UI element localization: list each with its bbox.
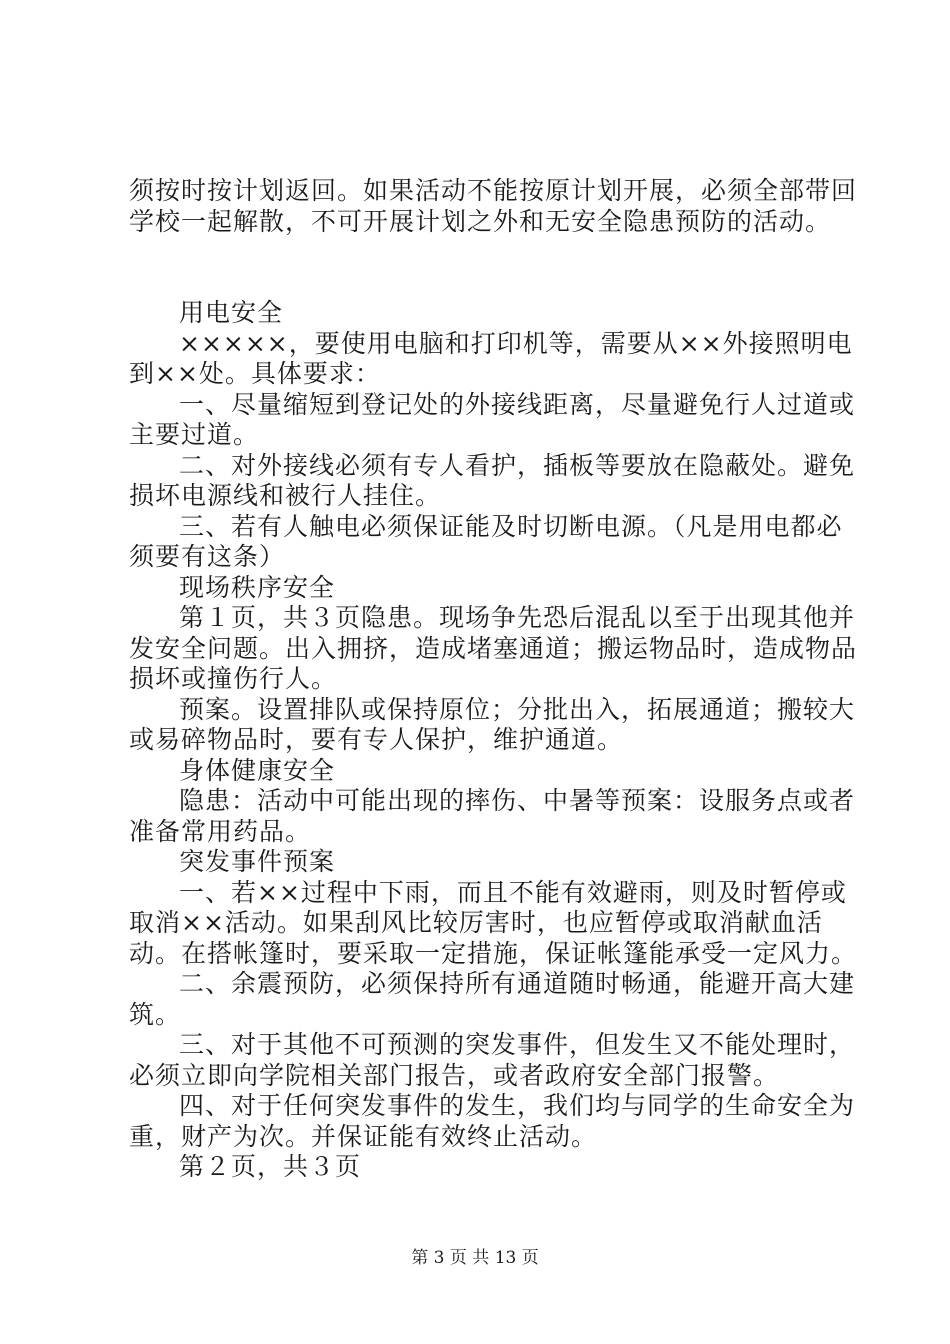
paragraph-emergency-item-4: 四、对于任何突发事件的发生，我们均与同学的生命安全为重，财产为次。并保证能有效终止活动。 <box>129 1091 856 1151</box>
paragraph-electric-intro: ×××××，要使用电脑和打印机等，需要从××外接照明电到××处。具体要求： <box>129 328 853 388</box>
paragraph-order-hazard: 第１页，共３页隐患。现场争先恐后混乱以至于出现其他并发安全问题。出入拥挤，造成堵塞通道；搬运物品时，造成物品损坏或撞伤行人。 <box>129 603 858 693</box>
paragraph-emergency-item-2: 二、余震预防，必须保持所有通道随时畅通，能避开高大建筑。 <box>129 969 856 1029</box>
paragraph-electric-item-1: 一、尽量缩短到登记处的外接线距离，尽量避免行人过道或主要过道。 <box>129 389 856 449</box>
document-body <box>129 176 859 1183</box>
section-heading-emergency-plan: 突发事件预案 <box>179 847 336 876</box>
paragraph-gap <box>129 237 859 298</box>
section-heading-health-safety: 身体健康安全 <box>179 755 336 785</box>
paragraph-electric-item-3: 三、若有人触电必须保证能及时切断电源。（凡是用电都必须要有这条） <box>129 511 843 571</box>
section-heading-order-safety: 现场秩序安全 <box>179 572 336 602</box>
paragraph-electric-item-2: 二、对外接线必须有专人看护，插板等要放在隐蔽处。避免损坏电源线和被行人挂住。 <box>129 450 856 510</box>
paragraph-health-hazard: 隐患：活动中可能出现的摔伤、中暑等预案：设服务点或者准备常用药品。 <box>129 786 856 846</box>
section-heading-electric-safety: 用电安全 <box>179 298 284 327</box>
paragraph-continued: 须按时按计划返回。如果活动不能按原计划开展，必须全部带回学校一起解散，不可开展计划之外和无安全隐患预防的活动。 <box>129 176 858 236</box>
page-footer: 第 3 页 共 13 页 <box>411 1248 539 1268</box>
inline-page-marker: 第２页，共３页 <box>179 1152 362 1181</box>
paragraph-order-plan: 预案。设置排队或保持原位；分批出入，拓展通道；搬较大或易碎物品时，要有专人保护，维护通道。 <box>129 694 856 754</box>
paragraph-emergency-item-1: 一、若××过程中下雨，而且不能有效避雨，则及时暂停或取消××活动。如果刮风比较厉害时，也应暂停或取消献血活动。在搭帐篷时，要采取一定措施，保证帐篷能承受一定风力。 <box>129 877 858 968</box>
paragraph-emergency-item-3: 三、对于其他不可预测的突发事件，但发生又不能处理时，必须立即向学院相关部门报告，或者政府安全部门报警。 <box>129 1030 856 1090</box>
